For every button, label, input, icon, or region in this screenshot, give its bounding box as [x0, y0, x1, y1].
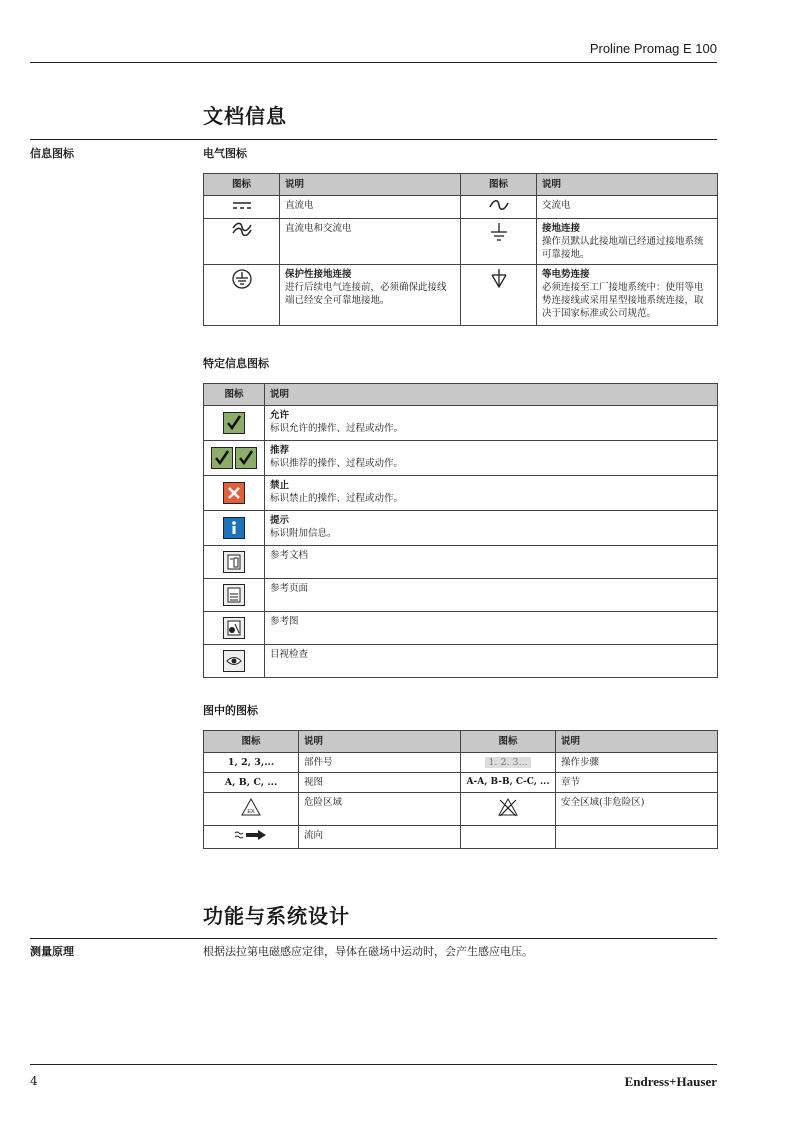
specific-icons-table: [203, 383, 718, 678]
description-heading: 保护性接地连接: [285, 269, 352, 280]
description-cell: [265, 579, 718, 612]
description-text: 直流电和交流电: [285, 223, 352, 234]
ac-icon: [461, 196, 537, 219]
description-cell: [537, 219, 718, 265]
description-heading: 提示: [270, 515, 290, 526]
table-row: [204, 196, 718, 219]
reference-page-icon: [204, 579, 265, 612]
step-number-text: 1. 2. 3...: [485, 757, 530, 768]
description-text: 交流电: [542, 200, 571, 211]
description-cell: [280, 265, 461, 326]
description-text: 标识推荐的操作、过程或动作。: [270, 458, 404, 469]
col-header-icon: 图标: [204, 174, 280, 196]
description-text: 进行后续电气连接前，必须确保此接线端已经安全可靠地接地。: [285, 282, 447, 306]
description-heading: 禁止: [270, 480, 290, 491]
col-header-description: 说明: [299, 731, 461, 753]
description-cell: [265, 406, 718, 441]
col-header-description: 说明: [537, 174, 718, 196]
empty-cell: [556, 826, 718, 849]
hazardous-area-icon: [204, 793, 299, 826]
table-row: [204, 511, 718, 546]
description-text: 危险区域: [299, 793, 461, 826]
description-text: 必须连接至工厂接地系统中：使用等电势连接线或采用星型接地系统连接，取决于国家标准或公司规范。: [542, 282, 704, 319]
forbidden-icon: [204, 476, 265, 511]
step-number-symbol: [461, 753, 556, 773]
table-row: [204, 793, 718, 826]
section-title-documentation: 文档信息: [203, 104, 287, 128]
page-number: 4: [30, 1074, 38, 1088]
empty-cell: [461, 826, 556, 849]
electrical-icons-table: [203, 173, 718, 326]
table-header-row: [204, 384, 718, 406]
reference-graphic-icon: [204, 612, 265, 645]
description-cell: [265, 441, 718, 476]
table-row: [204, 612, 718, 645]
dc-icon: [204, 196, 280, 219]
col-header-description: 说明: [556, 731, 718, 753]
col-header-icon: 图标: [204, 731, 299, 753]
table-header-row: [204, 174, 718, 196]
col-header-description: 说明: [280, 174, 461, 196]
table-row: [204, 476, 718, 511]
equipotential-icon: [461, 265, 537, 326]
description-text: 操作步骤: [556, 753, 718, 773]
table-row: [204, 219, 718, 265]
side-label-info-icons: 信息图标: [30, 147, 74, 160]
side-label-measuring-principle: 测量原理: [30, 945, 74, 958]
description-cell: [265, 546, 718, 579]
description-text: 直流电: [285, 200, 314, 211]
section-rule: [30, 938, 717, 939]
table-header-row: [204, 731, 718, 753]
description-cell: [537, 196, 718, 219]
electrical-icons-title: 电气图标: [203, 147, 247, 160]
visual-inspection-icon: [204, 645, 265, 678]
description-heading: 允许: [270, 410, 290, 421]
col-header-icon: 图标: [204, 384, 265, 406]
description-text: 操作员默认此接地端已经通过接地系统可靠接地。: [542, 236, 704, 260]
table-row: [204, 546, 718, 579]
description-cell: [280, 196, 461, 219]
section-rule: [30, 139, 717, 140]
brand-name: Endress+Hauser: [624, 1074, 717, 1089]
table-row: [204, 773, 718, 793]
description-text: 参考页面: [270, 583, 309, 594]
description-text: 标识允许的操作、过程或动作。: [270, 423, 404, 434]
table-row: [204, 753, 718, 773]
section-title-function: 功能与系统设计: [203, 904, 350, 928]
flow-direction-icon: [204, 826, 299, 849]
safe-area-icon: [461, 793, 556, 826]
description-text: 流向: [299, 826, 461, 849]
description-cell: [537, 265, 718, 326]
permitted-icon: [204, 406, 265, 441]
footer-rule: [30, 1064, 717, 1065]
description-text: 视图: [299, 773, 461, 793]
description-cell: [265, 511, 718, 546]
svg-text:EX: EX: [247, 809, 255, 815]
description-text: 参考文档: [270, 550, 309, 561]
description-text: 章节: [556, 773, 718, 793]
preferred-icon: [204, 441, 265, 476]
ground-icon: [461, 219, 537, 265]
description-heading: 推荐: [270, 445, 290, 456]
description-text: 部件号: [299, 753, 461, 773]
description-text: 参考图: [270, 616, 299, 627]
section-symbol: A-A, B-B, C-C, ...: [461, 773, 556, 793]
protective-earth-icon: [204, 265, 280, 326]
tip-icon: [204, 511, 265, 546]
description-text: 目视检查: [270, 649, 309, 660]
description-cell: [265, 476, 718, 511]
view-symbol: A, B, C, ...: [204, 773, 299, 793]
description-cell: [265, 645, 718, 678]
header-rule: [30, 62, 717, 63]
description-text: 标识附加信息。: [270, 528, 337, 539]
dc-ac-icon: [204, 219, 280, 265]
graphics-icons-title: 图中的图标: [203, 704, 258, 717]
specific-icons-title: 特定信息图标: [203, 357, 269, 370]
col-header-icon: 图标: [461, 731, 556, 753]
reference-doc-icon: [204, 546, 265, 579]
description-text: 安全区域(非危险区): [556, 793, 718, 826]
table-row: [204, 265, 718, 326]
col-header-icon: 图标: [461, 174, 537, 196]
document-header-title: Proline Promag E 100: [589, 41, 717, 56]
description-heading: 接地连接: [542, 223, 581, 234]
description-heading: 等电势连接: [542, 269, 590, 280]
graphics-icons-table: [203, 730, 718, 849]
table-row: [204, 645, 718, 678]
description-cell: [280, 219, 461, 265]
col-header-description: 说明: [265, 384, 718, 406]
measuring-principle-text: 根据法拉第电磁感应定律，导体在磁场中运动时，会产生感应电压。: [203, 945, 533, 958]
item-number-symbol: 1, 2, 3,...: [204, 753, 299, 773]
table-row: [204, 579, 718, 612]
table-row: [204, 441, 718, 476]
description-cell: [265, 612, 718, 645]
table-row: [204, 826, 718, 849]
description-text: 标识禁止的操作、过程或动作。: [270, 493, 404, 504]
table-row: [204, 406, 718, 441]
